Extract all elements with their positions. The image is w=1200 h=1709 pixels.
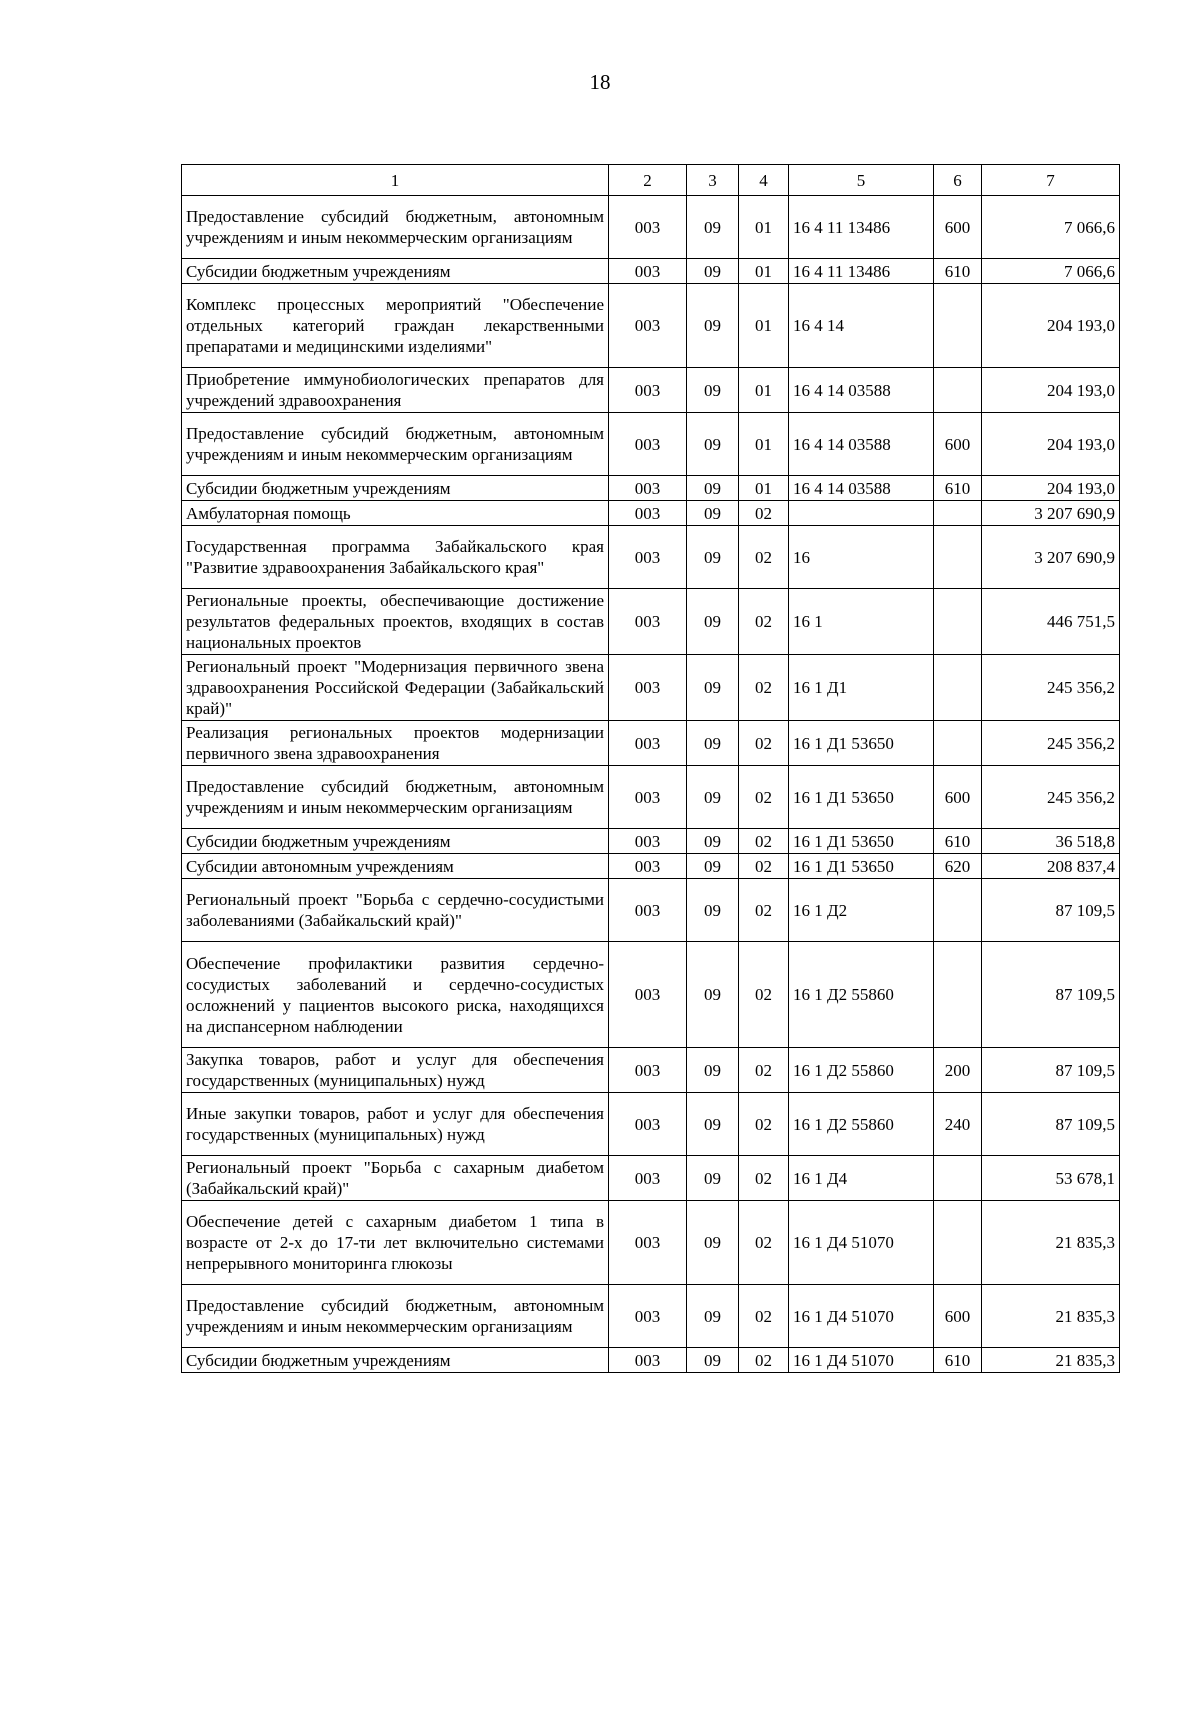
cell-code-subsection: 02: [739, 829, 789, 854]
cell-target-article: 16 1 Д1 53650: [789, 854, 934, 879]
table-row: [182, 829, 1120, 854]
cell-expense-type: [934, 368, 982, 413]
budget-table: [181, 164, 1120, 1373]
table-row: [182, 196, 1120, 259]
cell-code-subsection: 02: [739, 1156, 789, 1201]
cell-target-article: 16 1 Д4 51070: [789, 1348, 934, 1373]
cell-target-article: 16 1 Д4 51070: [789, 1201, 934, 1285]
table-row: [182, 766, 1120, 829]
cell-target-article: 16 1 Д4: [789, 1156, 934, 1201]
cell-expense-type: 200: [934, 1048, 982, 1093]
table-row: [182, 284, 1120, 368]
cell-expense-type: 620: [934, 854, 982, 879]
cell-target-article: 16 1 Д4 51070: [789, 1285, 934, 1348]
cell-code-admin: 003: [609, 1201, 687, 1285]
cell-expense-type: [934, 655, 982, 721]
cell-code-subsection: 02: [739, 721, 789, 766]
row-name: Обеспечение детей с сахарным диабетом 1 типа в возрасте от 2-х до 17-ти лет включительно системами непрерывного мониторинга глюкозы: [182, 1201, 609, 1285]
cell-amount: 245 356,2: [982, 766, 1120, 829]
cell-expense-type: 240: [934, 1093, 982, 1156]
table-row: [182, 413, 1120, 476]
cell-code-admin: 003: [609, 501, 687, 526]
row-name: Региональные проекты, обеспечивающие достижение результатов федеральных проектов, входящих в состав национальных проектов: [182, 589, 609, 655]
cell-expense-type: 610: [934, 829, 982, 854]
cell-code-section: 09: [687, 879, 739, 942]
row-name: Предоставление субсидий бюджетным, автономным учреждениям и иным некоммерческим организациям: [182, 196, 609, 259]
cell-code-subsection: 02: [739, 879, 789, 942]
row-name: Реализация региональных проектов модернизации первичного звена здравоохранения: [182, 721, 609, 766]
cell-code-subsection: 02: [739, 854, 789, 879]
cell-target-article: 16: [789, 526, 934, 589]
cell-target-article: 16 4 14 03588: [789, 476, 934, 501]
column-header: 4: [739, 165, 789, 196]
table-row: [182, 1348, 1120, 1373]
row-name: Субсидии бюджетным учреждениям: [182, 259, 609, 284]
cell-expense-type: [934, 1201, 982, 1285]
table-row: [182, 1201, 1120, 1285]
column-header: 3: [687, 165, 739, 196]
cell-expense-type: 600: [934, 413, 982, 476]
cell-expense-type: 600: [934, 766, 982, 829]
row-name: Амбулаторная помощь: [182, 501, 609, 526]
row-name: Иные закупки товаров, работ и услуг для обеспечения государственных (муниципальных) нужд: [182, 1093, 609, 1156]
cell-amount: 87 109,5: [982, 942, 1120, 1048]
column-header: 5: [789, 165, 934, 196]
cell-code-subsection: 02: [739, 1048, 789, 1093]
column-header: 1: [182, 165, 609, 196]
cell-expense-type: 600: [934, 1285, 982, 1348]
cell-code-section: 09: [687, 526, 739, 589]
cell-amount: 3 207 690,9: [982, 501, 1120, 526]
cell-amount: 7 066,6: [982, 196, 1120, 259]
cell-code-admin: 003: [609, 1348, 687, 1373]
cell-code-section: 09: [687, 501, 739, 526]
cell-expense-type: [934, 942, 982, 1048]
cell-code-section: 09: [687, 196, 739, 259]
cell-code-subsection: 01: [739, 368, 789, 413]
cell-amount: 21 835,3: [982, 1201, 1120, 1285]
row-name: Субсидии бюджетным учреждениям: [182, 829, 609, 854]
cell-code-section: 09: [687, 721, 739, 766]
cell-code-subsection: 02: [739, 589, 789, 655]
cell-target-article: 16 1 Д2: [789, 879, 934, 942]
cell-code-admin: 003: [609, 196, 687, 259]
cell-code-subsection: 02: [739, 766, 789, 829]
cell-target-article: 16 1: [789, 589, 934, 655]
table-row: [182, 854, 1120, 879]
cell-amount: 446 751,5: [982, 589, 1120, 655]
cell-code-section: 09: [687, 1201, 739, 1285]
cell-code-section: 09: [687, 476, 739, 501]
cell-code-section: 09: [687, 942, 739, 1048]
cell-target-article: 16 4 14 03588: [789, 413, 934, 476]
cell-expense-type: [934, 879, 982, 942]
cell-amount: 87 109,5: [982, 1048, 1120, 1093]
row-name: Предоставление субсидий бюджетным, автономным учреждениям и иным некоммерческим организациям: [182, 413, 609, 476]
cell-code-admin: 003: [609, 259, 687, 284]
column-header: 2: [609, 165, 687, 196]
cell-code-admin: 003: [609, 413, 687, 476]
table-row: [182, 721, 1120, 766]
cell-code-subsection: 02: [739, 1201, 789, 1285]
cell-code-subsection: 02: [739, 1285, 789, 1348]
table-row: [182, 526, 1120, 589]
cell-code-admin: 003: [609, 854, 687, 879]
cell-expense-type: 600: [934, 196, 982, 259]
cell-code-section: 09: [687, 368, 739, 413]
cell-code-section: 09: [687, 1156, 739, 1201]
cell-target-article: 16 1 Д2 55860: [789, 1048, 934, 1093]
cell-amount: 7 066,6: [982, 259, 1120, 284]
column-header: 6: [934, 165, 982, 196]
cell-code-subsection: 02: [739, 501, 789, 526]
cell-code-admin: 003: [609, 284, 687, 368]
cell-target-article: 16 1 Д1: [789, 655, 934, 721]
cell-code-admin: 003: [609, 829, 687, 854]
cell-amount: 3 207 690,9: [982, 526, 1120, 589]
cell-amount: 53 678,1: [982, 1156, 1120, 1201]
cell-amount: 21 835,3: [982, 1285, 1120, 1348]
cell-code-section: 09: [687, 854, 739, 879]
cell-amount: 208 837,4: [982, 854, 1120, 879]
cell-code-section: 09: [687, 259, 739, 284]
column-header: 7: [982, 165, 1120, 196]
table-row: [182, 259, 1120, 284]
cell-code-subsection: 02: [739, 1348, 789, 1373]
cell-code-admin: 003: [609, 1156, 687, 1201]
cell-amount: 87 109,5: [982, 1093, 1120, 1156]
table-row: [182, 1285, 1120, 1348]
cell-code-subsection: 02: [739, 1093, 789, 1156]
cell-expense-type: [934, 589, 982, 655]
table-row: [182, 1156, 1120, 1201]
cell-code-subsection: 02: [739, 526, 789, 589]
cell-code-admin: 003: [609, 655, 687, 721]
cell-target-article: 16 1 Д2 55860: [789, 1093, 934, 1156]
cell-code-admin: 003: [609, 766, 687, 829]
row-name: Предоставление субсидий бюджетным, автономным учреждениям и иным некоммерческим организациям: [182, 1285, 609, 1348]
cell-expense-type: 610: [934, 259, 982, 284]
cell-code-admin: 003: [609, 476, 687, 501]
table-row: [182, 1093, 1120, 1156]
cell-target-article: 16 1 Д1 53650: [789, 766, 934, 829]
cell-code-section: 09: [687, 1348, 739, 1373]
cell-amount: 36 518,8: [982, 829, 1120, 854]
table-header-row: [182, 165, 1120, 196]
cell-code-admin: 003: [609, 942, 687, 1048]
cell-code-section: 09: [687, 1093, 739, 1156]
cell-code-admin: 003: [609, 1285, 687, 1348]
cell-code-subsection: 01: [739, 284, 789, 368]
table-row: [182, 655, 1120, 721]
cell-amount: 204 193,0: [982, 284, 1120, 368]
cell-target-article: 16 4 11 13486: [789, 196, 934, 259]
table-row: [182, 879, 1120, 942]
table-row: [182, 1048, 1120, 1093]
cell-amount: 21 835,3: [982, 1348, 1120, 1373]
cell-code-admin: 003: [609, 589, 687, 655]
cell-code-section: 09: [687, 1048, 739, 1093]
row-name: Региональный проект "Модернизация первичного звена здравоохранения Российской Федерации (Забайкальский край)": [182, 655, 609, 721]
cell-code-admin: 003: [609, 526, 687, 589]
cell-code-subsection: 01: [739, 259, 789, 284]
cell-code-section: 09: [687, 655, 739, 721]
row-name: Субсидии бюджетным учреждениям: [182, 1348, 609, 1373]
row-name: Закупка товаров, работ и услуг для обеспечения государственных (муниципальных) нужд: [182, 1048, 609, 1093]
cell-target-article: [789, 501, 934, 526]
cell-code-admin: 003: [609, 1048, 687, 1093]
cell-target-article: 16 1 Д1 53650: [789, 721, 934, 766]
table-row: [182, 368, 1120, 413]
cell-code-admin: 003: [609, 1093, 687, 1156]
cell-amount: 245 356,2: [982, 655, 1120, 721]
page-number: 18: [589, 70, 611, 94]
row-name: Обеспечение профилактики развития сердечно-сосудистых заболеваний и сердечно-сосудистых осложнений у пациентов высокого риска, находящихся на диспансерном наблюдении: [182, 942, 609, 1048]
cell-target-article: 16 4 14: [789, 284, 934, 368]
table-row: [182, 942, 1120, 1048]
cell-code-subsection: 02: [739, 942, 789, 1048]
table-row: [182, 589, 1120, 655]
cell-expense-type: 610: [934, 476, 982, 501]
cell-code-subsection: 01: [739, 413, 789, 476]
row-name: Региональный проект "Борьба с сахарным диабетом (Забайкальский край)": [182, 1156, 609, 1201]
row-name: Комплекс процессных мероприятий "Обеспечение отдельных категорий граждан лекарственными препаратами и медицинскими изделиями": [182, 284, 609, 368]
cell-amount: 204 193,0: [982, 476, 1120, 501]
cell-code-admin: 003: [609, 368, 687, 413]
row-name: Государственная программа Забайкальского края "Развитие здравоохранения Забайкальского края": [182, 526, 609, 589]
cell-code-section: 09: [687, 589, 739, 655]
row-name: Предоставление субсидий бюджетным, автономным учреждениям и иным некоммерческим организациям: [182, 766, 609, 829]
cell-target-article: 16 4 14 03588: [789, 368, 934, 413]
cell-amount: 204 193,0: [982, 368, 1120, 413]
cell-code-section: 09: [687, 829, 739, 854]
cell-expense-type: [934, 501, 982, 526]
table-row: [182, 476, 1120, 501]
cell-expense-type: [934, 526, 982, 589]
cell-code-subsection: 01: [739, 476, 789, 501]
row-name: Региональный проект "Борьба с сердечно-сосудистыми заболеваниями (Забайкальский край)": [182, 879, 609, 942]
cell-code-subsection: 01: [739, 196, 789, 259]
cell-code-admin: 003: [609, 721, 687, 766]
cell-amount: 245 356,2: [982, 721, 1120, 766]
cell-amount: 204 193,0: [982, 413, 1120, 476]
cell-code-section: 09: [687, 1285, 739, 1348]
cell-target-article: 16 1 Д1 53650: [789, 829, 934, 854]
cell-target-article: 16 1 Д2 55860: [789, 942, 934, 1048]
row-name: Субсидии автономным учреждениям: [182, 854, 609, 879]
table-row: [182, 501, 1120, 526]
cell-code-section: 09: [687, 413, 739, 476]
cell-code-admin: 003: [609, 879, 687, 942]
cell-expense-type: [934, 1156, 982, 1201]
cell-code-section: 09: [687, 766, 739, 829]
cell-target-article: 16 4 11 13486: [789, 259, 934, 284]
cell-expense-type: 610: [934, 1348, 982, 1373]
cell-expense-type: [934, 284, 982, 368]
cell-expense-type: [934, 721, 982, 766]
row-name: Субсидии бюджетным учреждениям: [182, 476, 609, 501]
cell-amount: 87 109,5: [982, 879, 1120, 942]
cell-code-subsection: 02: [739, 655, 789, 721]
row-name: Приобретение иммунобиологических препаратов для учреждений здравоохранения: [182, 368, 609, 413]
cell-code-section: 09: [687, 284, 739, 368]
